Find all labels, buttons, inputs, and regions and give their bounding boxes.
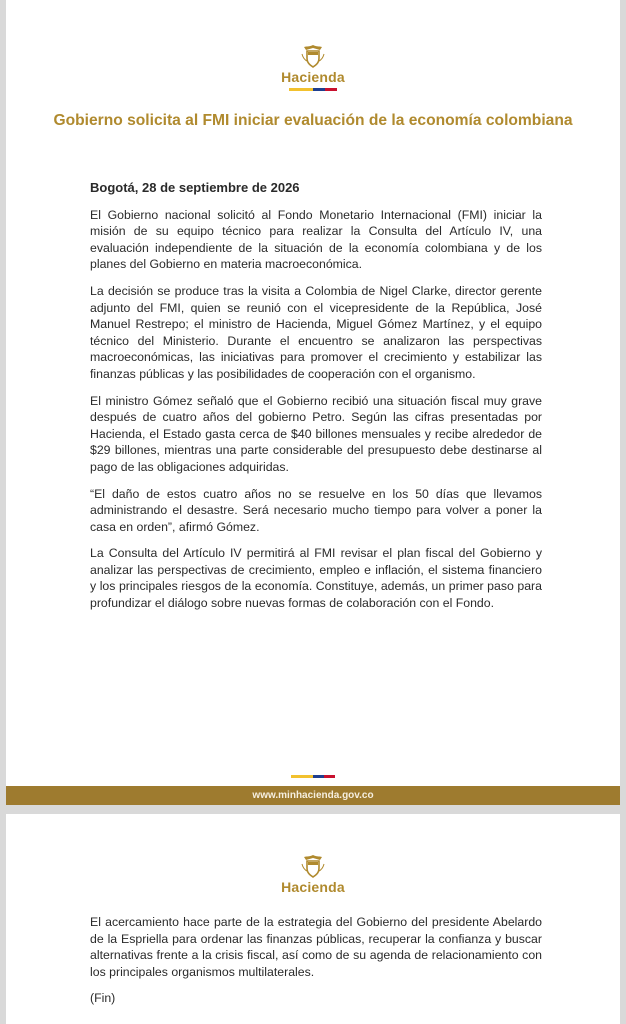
paragraph-1: El Gobierno nacional solicitó al Fondo Monetario Internacional (FMI) iniciar la misión de su equipo técnico para realizar la Consulta del Artículo IV, una evaluación independiente de la situación de la economía colombiana y de los planes del Gobierno en materia macroeconómica.	[90, 207, 542, 272]
dateline: Bogotá, 28 de septiembre de 2026	[90, 180, 300, 195]
footer-bar	[6, 786, 620, 805]
page-title: Gobierno solicita al FMI iniciar evaluación de la economía colombiana	[53, 112, 573, 129]
logo-wordmark: Hacienda	[281, 69, 345, 85]
flag-stripe	[289, 88, 337, 91]
paragraph-4: “El daño de estos cuatro años no se resuelve en los 50 días que llevamos administrando el desastre. Será necesario mucho tiempo para volver a poner la casa en orden”, afirmó Gómez.	[90, 486, 542, 534]
document-page-2	[6, 814, 620, 1024]
article-body-continued	[90, 914, 542, 1017]
paragraph-6: El acercamiento hace parte de la estrategia del Gobierno del presidente Abelardo de la Espriella para ordenar las finanzas públicas, recuperar la confianza y buscar alternativas frente a la crisis fiscal, así como de su agenda de relacionamiento con los principales organismos multilaterales.	[90, 915, 542, 979]
logo-wordmark: Hacienda	[281, 879, 345, 895]
hacienda-logo-page-2	[253, 854, 373, 895]
closing-mark: (Fin)	[90, 991, 116, 1006]
colombia-coat-of-arms-icon	[300, 44, 326, 68]
paragraph-3: El ministro Gómez señaló que el Gobierno recibió una situación fiscal muy grave después de cuatro años del gobierno Petro. Según las cifras presentadas por Hacienda, el Estado gasta cerca de $40 billones mensuales y recibe alrededor de $29 billones, mientras una parte considerable del presupuesto debe destinarse al pago de las obligaciones adquiridas.	[90, 393, 542, 474]
paragraph-2: La decisión se produce tras la visita a Colombia de Nigel Clarke, director gerente adjunto del FMI, quien se reunió con el vicepresidente de la República, José Manuel Restrepo; el ministro de Hacienda, Miguel Gómez Martínez, y el equipo técnico del Ministerio. Durante el encuentro se analizaron las perspectivas macroeconómicas, las iniciativas para promover el crecimiento y estabilizar las finanzas públicas y las posibilidades de cooperación con el organismo.	[90, 283, 542, 381]
document-page-1	[6, 0, 620, 805]
hacienda-logo	[253, 44, 373, 91]
footer-flag-stripe	[291, 775, 335, 778]
colombia-coat-of-arms-icon	[300, 854, 326, 878]
article-body	[90, 180, 542, 622]
footer-url-link[interactable]: www.minhacienda.gov.co	[252, 790, 374, 801]
paragraph-5: La Consulta del Artículo IV permitirá al FMI revisar el plan fiscal del Gobierno y analizar las perspectivas de crecimiento, empleo e inflación, el sistema financiero y los principales riesgos de la economía. Constituye, además, un primer paso para profundizar el diálogo sobre nuevas formas de colaboración con el Fondo.	[90, 546, 542, 611]
